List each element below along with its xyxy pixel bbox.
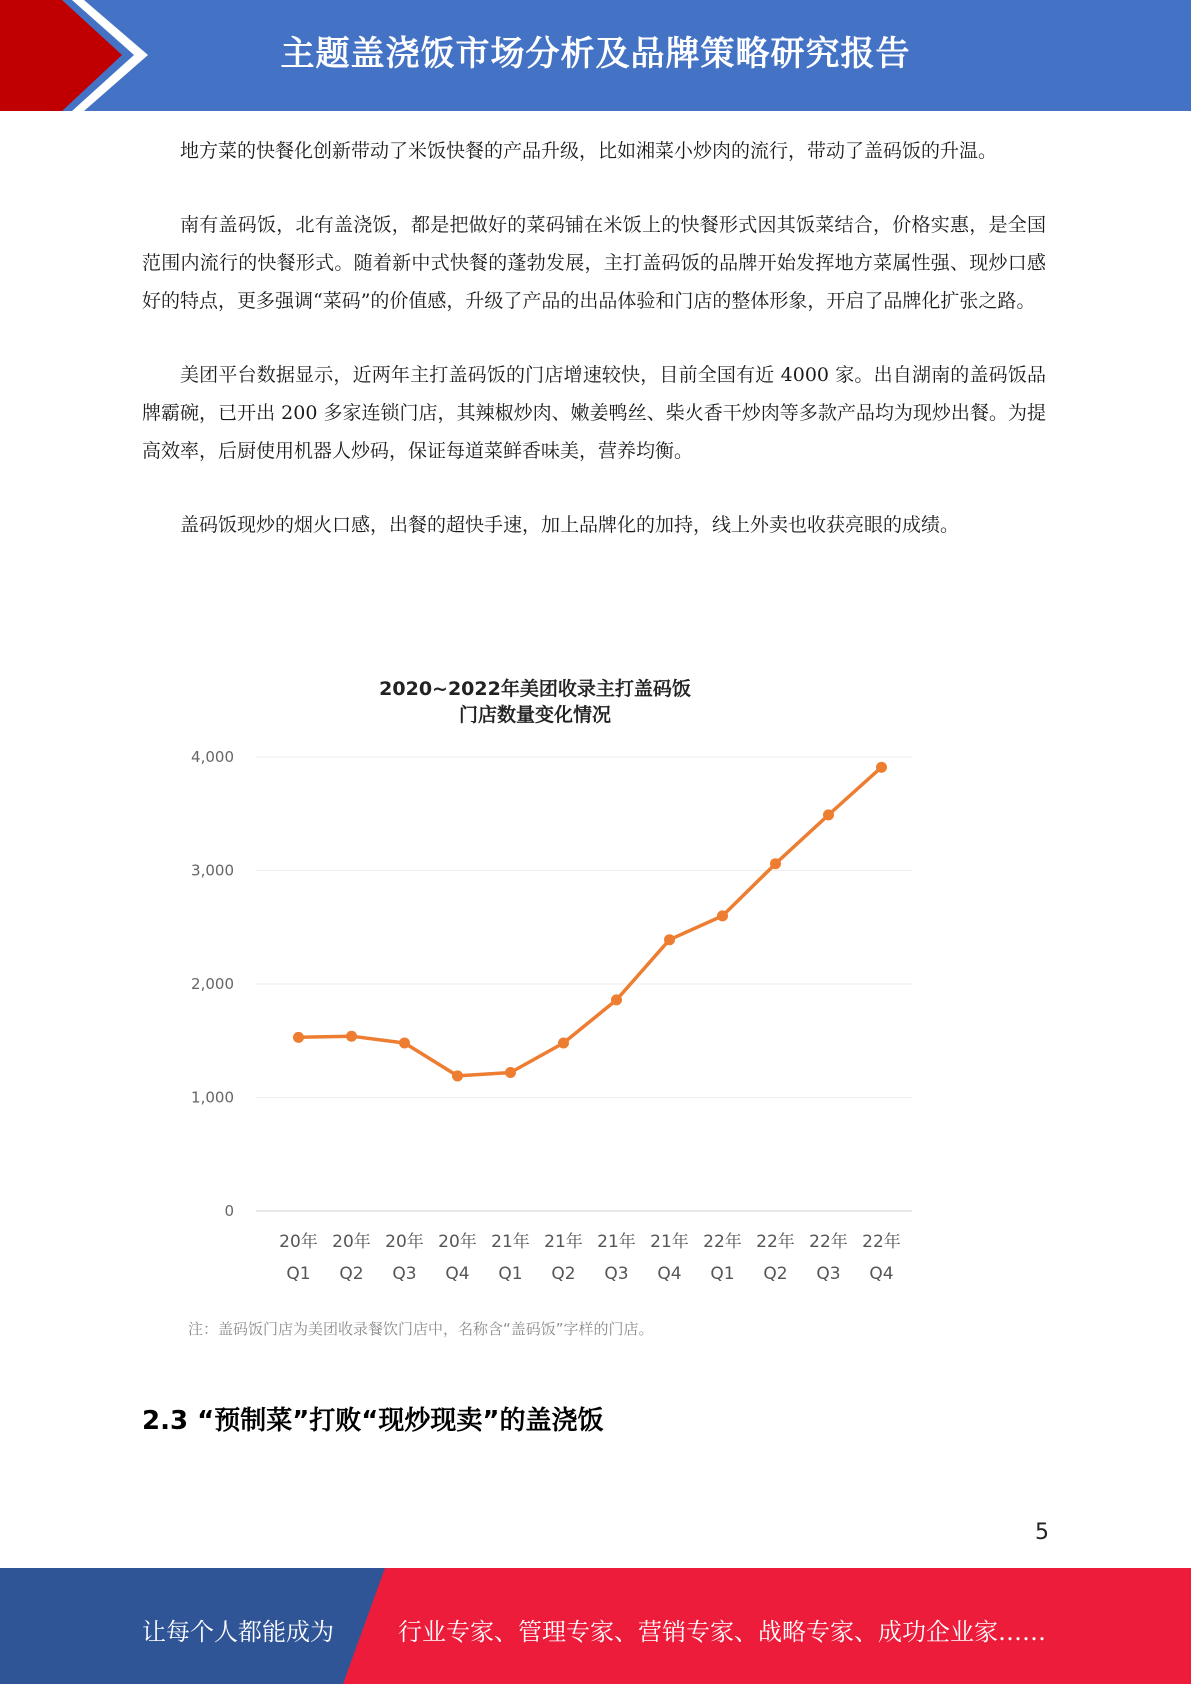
x-tick-label: 20年 — [385, 1232, 424, 1252]
x-tick-label: 20年 — [438, 1232, 477, 1252]
x-tick-label: Q2 — [339, 1264, 364, 1284]
y-tick-label: 1,000 — [191, 1088, 234, 1107]
footer-slogan-left: 让每个人都能成为 — [142, 1618, 334, 1646]
page-header — [0, 0, 1191, 111]
section-heading: 2.3 “预制菜”打败“现炒现卖”的盖浇饭 — [142, 1406, 604, 1436]
x-tick-label: Q3 — [604, 1264, 629, 1284]
x-tick-label: Q1 — [286, 1264, 311, 1284]
paragraph: 盖码饭现炒的烟火口感，出餐的超快手速，加上品牌化的加持，线上外卖也收获亮眼的成绩。 — [180, 514, 960, 536]
page-footer — [0, 1568, 1191, 1684]
x-tick-label: 22年 — [809, 1232, 848, 1252]
x-tick-label: Q3 — [392, 1264, 417, 1284]
header-chevron-decoration — [0, 0, 160, 111]
body-text — [142, 132, 1046, 580]
data-point — [664, 934, 675, 945]
data-point — [505, 1067, 516, 1078]
y-tick-label: 4,000 — [191, 748, 234, 766]
data-point — [399, 1038, 410, 1049]
data-point — [611, 994, 622, 1005]
x-tick-label: Q1 — [498, 1264, 523, 1284]
store-count-line-chart — [180, 668, 940, 1288]
data-point — [823, 809, 834, 820]
x-tick-label: 20年 — [332, 1232, 371, 1252]
x-tick-label: Q4 — [445, 1264, 470, 1284]
page-number: 5 — [1035, 1520, 1049, 1545]
data-point — [452, 1070, 463, 1081]
x-tick-label: 21年 — [597, 1232, 636, 1252]
x-tick-label: 21年 — [650, 1232, 689, 1252]
paragraph: 美团平台数据显示，近两年主打盖码饭的门店增速较快，目前全国有近 4000 家。出自湖南的盖码饭品牌霸碗，已开出 200 多家连锁门店，其辣椒炒肉、嫩姜鸭丝、柴火香干炒肉等多款产品均为现炒出餐。为提高效率，后厨使用机器人炒码，保证每道菜鲜香味美，营养均衡。 — [142, 364, 1046, 462]
x-tick-label: Q4 — [869, 1264, 894, 1284]
x-tick-label: Q4 — [657, 1264, 682, 1284]
paragraph: 南有盖码饭，北有盖浇饭，都是把做好的菜码铺在米饭上的快餐形式因其饭菜结合，价格实惠，是全国范围内流行的快餐形式。随着新中式快餐的蓬勃发展，主打盖码饭的品牌开始发挥地方菜属性强、现炒口感好的特点，更多强调“菜码”的价值感，升级了产品的出品体验和门店的整体形象，开启了品牌化扩张之路。 — [142, 214, 1046, 312]
footer-slogan-right: 行业专家、管理专家、营销专家、战略专家、成功企业家…… — [398, 1618, 1046, 1646]
x-tick-label: 21年 — [544, 1232, 583, 1252]
chart-note: 注：盖码饭门店为美团收录餐饮门店中，名称含“盖码饭”字样的门店。 — [188, 1320, 654, 1338]
x-tick-label: 22年 — [862, 1232, 901, 1252]
header-title: 主题盖浇饭市场分析及品牌策略研究报告 — [280, 34, 911, 74]
data-point — [293, 1032, 304, 1043]
x-tick-label: Q2 — [763, 1264, 788, 1284]
x-tick-label: Q1 — [710, 1264, 735, 1284]
chart-canvas — [180, 668, 940, 1288]
chart-title-line-2: 门店数量变化情况 — [458, 704, 611, 726]
x-tick-label: 20年 — [279, 1232, 318, 1252]
x-tick-label: 22年 — [703, 1232, 742, 1252]
x-tick-label: 22年 — [756, 1232, 795, 1252]
paragraph: 地方菜的快餐化创新带动了米饭快餐的产品升级，比如湘菜小炒肉的流行，带动了盖码饭的升温。 — [180, 140, 998, 162]
data-point — [717, 910, 728, 921]
y-tick-label: 0 — [224, 1202, 234, 1220]
chart-title-line-1: 2020~2022年美团收录主打盖码饭 — [379, 678, 691, 700]
data-point — [770, 858, 781, 869]
data-point — [346, 1031, 357, 1042]
x-tick-label: Q2 — [551, 1264, 576, 1284]
data-point — [558, 1038, 569, 1049]
y-tick-label: 2,000 — [191, 975, 234, 993]
x-tick-label: 21年 — [491, 1232, 530, 1252]
series-line — [299, 767, 882, 1076]
y-tick-label: 3,000 — [191, 861, 234, 880]
data-point — [876, 762, 887, 773]
x-tick-label: Q3 — [816, 1264, 841, 1284]
